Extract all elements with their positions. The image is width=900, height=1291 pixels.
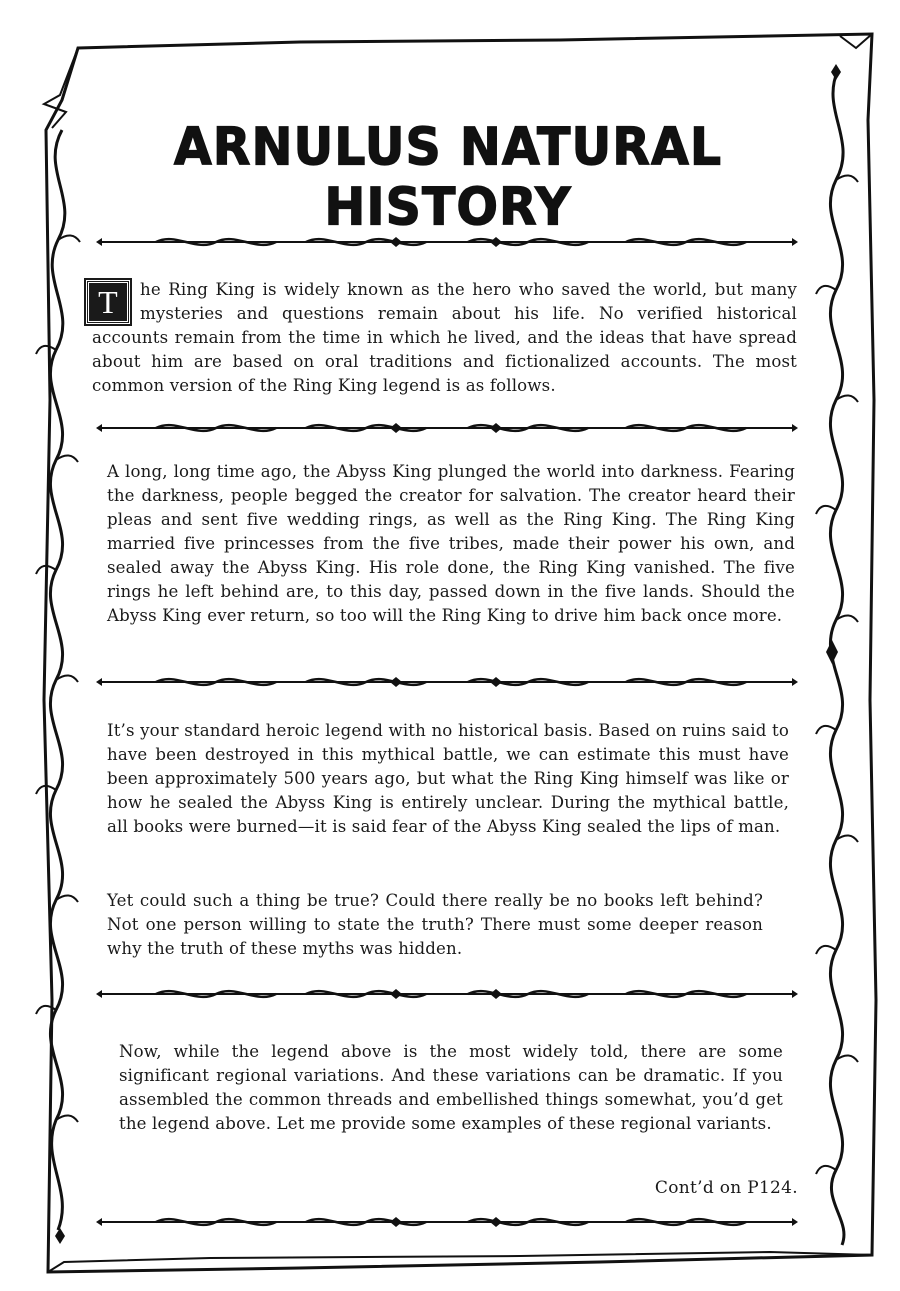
ornamental-divider xyxy=(96,673,798,691)
analysis-paragraph-1: It’s your standard heroic legend with no historical basis. Based on ruins said to have been destroyed in this mythical battle, we can estimate this must have been approximately 500 years ago, but what the Ring King himself was like or how he sealed the Abyss King is entirely unclear. During the mythical battle, all books were burned—it is said fear of the Abyss King sealed the lips of man. xyxy=(107,721,789,836)
page-title: ARNULUS NATURAL HISTORY xyxy=(173,117,723,237)
ornamental-divider xyxy=(96,419,798,437)
continued-note: Cont’d on P124. xyxy=(654,1178,798,1198)
analysis-paragraph-2: Yet could such a thing be true? Could there really be no books left behind? Not one person willing to state the truth? There must some deeper reason why the truth of these myths was hidden. xyxy=(107,891,763,958)
ornamental-divider xyxy=(96,1213,798,1231)
ornamental-divider xyxy=(96,233,798,251)
drop-cap: T xyxy=(86,280,130,324)
variants-paragraph: Now, while the legend above is the most widely told, there are some significant regional variations. And these variations can be dramatic. If you assembled the common threads and embellished things somewhat, you’d get the legend above. Let me provide some examples of these regional variants. xyxy=(119,1042,783,1133)
legend-paragraph: A long, long time ago, the Abyss King plunged the world into darkness. Fearing the darkness, people begged the creator for salvation. The creator heard their pleas and sent five wedding rings, as well as the Ring King. The Ring King married five princesses from the five tribes, made their power his own, and sealed away the Abyss King. His role done, the Ring King vanished. The five rings he left behind are, to this day, passed down in the five lands. Should the Abyss King ever return, so too will the Ring King to drive him back once more. xyxy=(107,462,795,625)
intro-paragraph: T he Ring King is widely known as the hero who saved the world, but many mysteries and questions remain about his life. No verified historical accounts remain from the time in which he lived, and the ideas that have spread about him are based on oral traditions and fictionalized accounts. The most common version of the Ring King legend is as follows. xyxy=(92,278,797,398)
ornamental-divider xyxy=(96,985,798,1003)
